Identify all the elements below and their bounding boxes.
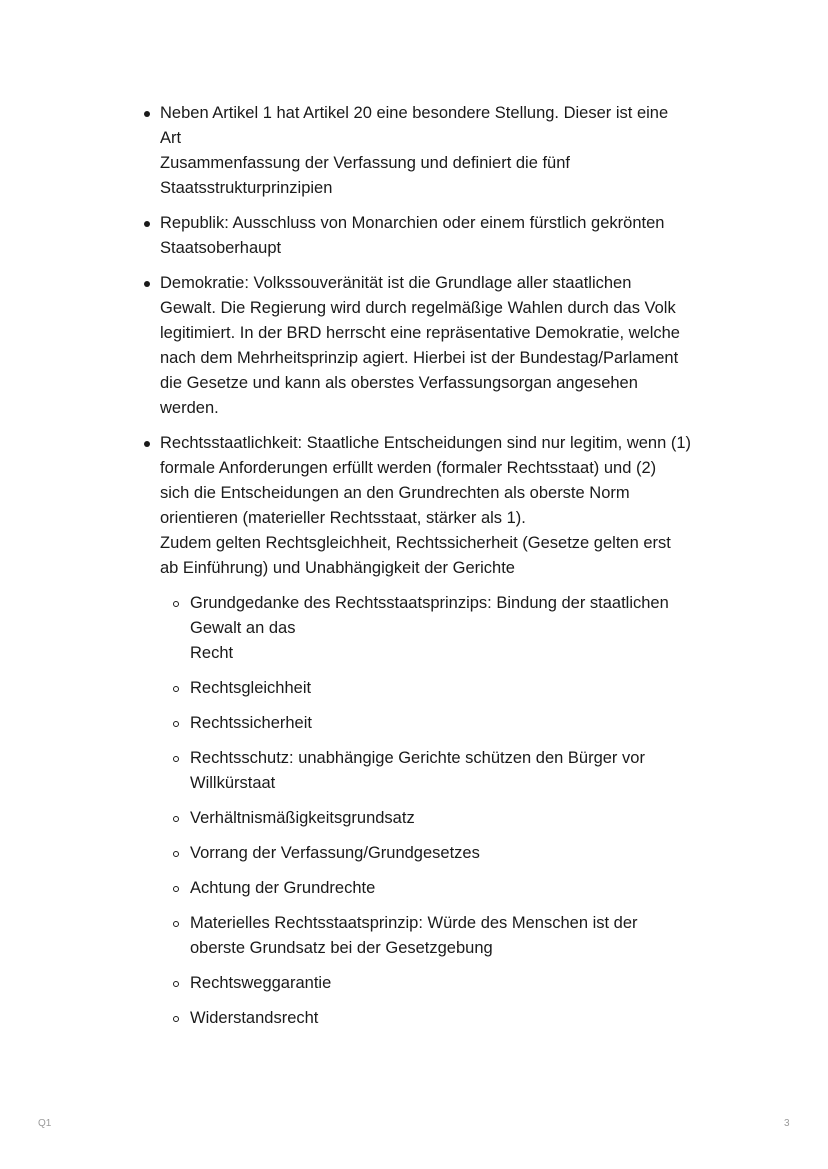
sublist-item [190,806,740,831]
text-line: Rechtsschutz: unabhängige Gerichte schützen den Bürger vor [190,749,645,767]
bullet-disc-icon [144,221,150,227]
sublist-item [190,971,740,996]
bullet-circle-icon [173,886,179,892]
bullet-circle-icon [173,1016,179,1022]
text-line: nach dem Mehrheitsprinzip agiert. Hierbei ist der Bundestag/Parlament [160,349,679,367]
text-line: Neben Artikel 1 hat Artikel 20 eine besondere Stellung. Dieser ist eine [160,104,669,122]
bullet-circle-icon [173,816,179,822]
sublist-item [190,876,740,901]
text-line: orientieren (materieller Rechtsstaat, stärker als 1). [160,509,526,527]
text-line: die Gesetze und kann als oberstes Verfassungsorgan angesehen [160,374,638,392]
sublist-item [190,711,740,736]
text-line: Verhältnismäßigkeitsgrundsatz [190,809,415,827]
text-line: werden. [160,399,219,417]
text-line: Recht [190,644,234,662]
sublist-item [190,676,740,701]
text-line: Gewalt an das [190,619,296,637]
text-line: Gewalt. Die Regierung wird durch regelmäßige Wahlen durch das Volk [160,299,676,317]
list-item-demokratie [160,271,740,421]
text-line: Republik: Ausschluss von Monarchien oder einem fürstlich gekrönten [160,214,665,232]
text-line: Achtung der Grundrechte [190,879,376,897]
bullet-circle-icon [173,721,179,727]
page-number: 3 [784,1118,790,1129]
text-line: Rechtssicherheit [190,714,312,732]
text-line: Zudem gelten Rechtsgleichheit, Rechtssicherheit (Gesetze gelten erst [160,534,671,552]
bullet-circle-icon [173,686,179,692]
sublist-item [190,591,740,666]
text-line: Zusammenfassung der Verfassung und definiert die fünf [160,154,570,172]
text-line: Rechtsstaatlichkeit: Staatliche Entscheidungen sind nur legitim, wenn (1) [160,434,692,452]
bullet-disc-icon [144,281,150,287]
bullet-circle-icon [173,921,179,927]
text-line: formale Anforderungen erfüllt werden (formaler Rechtsstaat) und (2) [160,459,657,477]
bullet-circle-icon [173,756,179,762]
footer-label: Q1 [38,1118,52,1129]
text-line: Staatsoberhaupt [160,239,282,257]
text-line: Art [160,129,182,147]
list-item-rechtsstaatlichkeit [160,431,740,1031]
list-item-article-20 [160,101,740,201]
text-line: Rechtsgleichheit [190,679,312,697]
text-line: Staatsstrukturprinzipien [160,179,333,197]
text-line: Materielles Rechtsstaatsprinzip: Würde des Menschen ist der [190,914,638,932]
list-item-republik [160,211,740,261]
sublist-item [190,841,740,866]
bullet-circle-icon [173,851,179,857]
sublist-item [190,746,740,796]
document-body [160,101,740,1041]
text-line: Rechtsweggarantie [190,974,332,992]
text-line: ab Einführung) und Unabhängigkeit der Gerichte [160,559,515,577]
text-line: Vorrang der Verfassung/Grundgesetzes [190,844,480,862]
sublist-item [190,1006,740,1031]
text-line: Grundgedanke des Rechtsstaatsprinzips: Bindung der staatlichen [190,594,669,612]
sublist-item [190,911,740,961]
bullet-circle-icon [173,981,179,987]
bullet-circle-icon [173,601,179,607]
bullet-disc-icon [144,111,150,117]
text-line: oberste Grundsatz bei der Gesetzgebung [190,939,493,957]
text-line: Demokratie: Volkssouveränität ist die Grundlage aller staatlichen [160,274,632,292]
text-line: sich die Entscheidungen an den Grundrechten als oberste Norm [160,484,630,502]
text-line: Willkürstaat [190,774,276,792]
sublist-rechtsstaat-principles [190,591,740,1031]
bullet-disc-icon [144,441,150,447]
text-line: legitimiert. In der BRD herrscht eine repräsentative Demokratie, welche [160,324,680,342]
text-line: Widerstandsrecht [190,1009,319,1027]
